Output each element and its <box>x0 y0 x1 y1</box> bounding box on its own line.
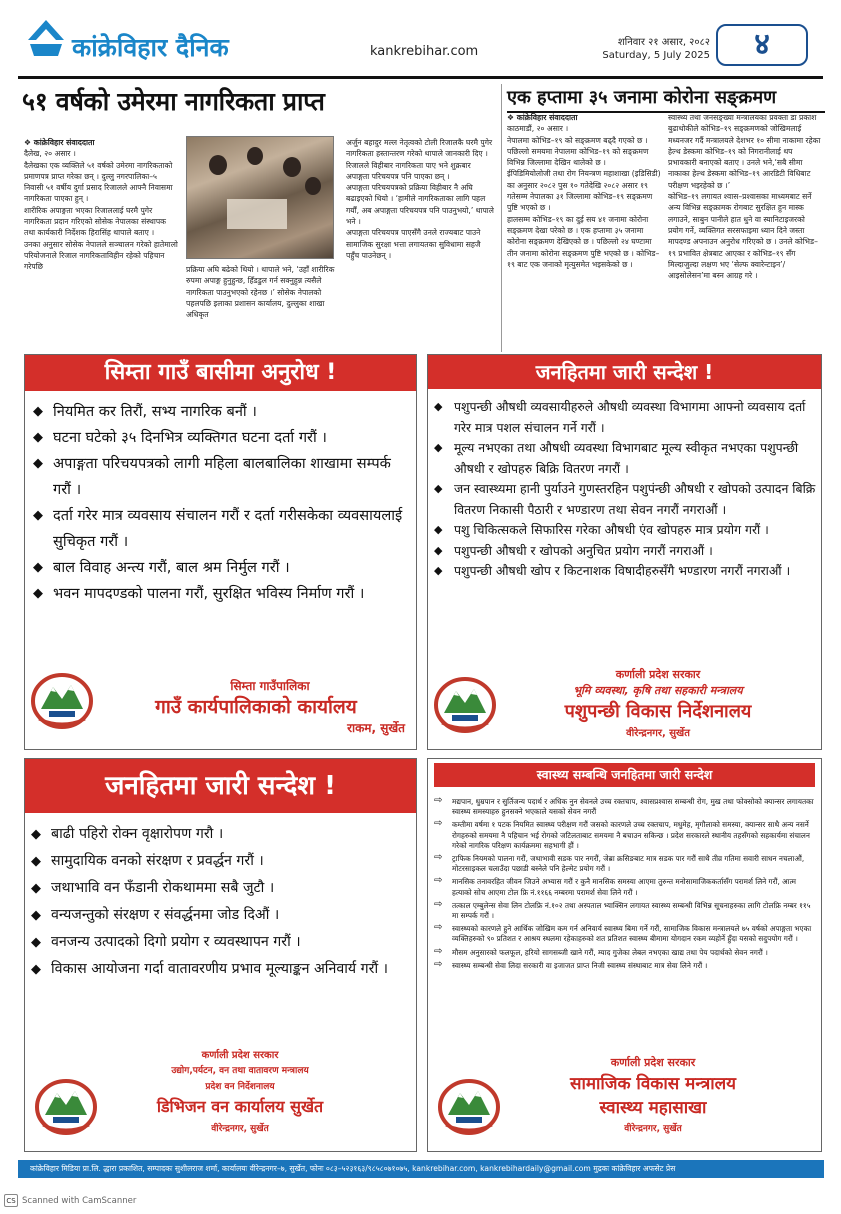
list-item: ◆ पशुपन्छी औषधी व्यवसायीहरुले औषधी व्यवस्था विभागमा आफ्नो व्यवसाय दर्ता गरेर मात्र पशल संचालन गर्ने गरौं । <box>434 399 806 435</box>
diamond-bullet-icon: ◆ <box>31 827 41 842</box>
article1-col3: अर्जुन बहादुर मल्ल नेतृत्वको टोली रिजालकै घरमै पुगेर नागरिकता हस्तान्तरण गरेको थापाले जानकारी दिए । रिजालले विहीबार नागरिकता पाए भने शुक्रबार अपाङ्गता परिचयपत्र पनि पाएका छन् । अपाङ्गता परिचयपत्रको प्रक्रिया विहीबार नै अघि बढाइएको थियो । ‘हामीले नागरिकताका लागि पहल गर्यौं, अब अपाङ्गता परिचयपत्र पनि पाउनुभयो,’ थापाले भने । अपाङ्गता परिचयपत्र पाएसँगै उनले राज्यबाट पाउने सामाजिक सुरक्षा भत्ता लगायतका सुविधामा सहजै पहुँच पाउनेछन् । <box>346 138 494 260</box>
list-item: ⇨ तत्काल एम्बुलेन्स सेवा लिन टोलफ्रि नं.१०२ तथा अस्पताल भ्याक्सिन लगायत स्वास्थ्य सम्बन्धी विभिन्न सूचनाहरुका लागि टोलफ्रि नम्बर ११५ मा सम्पर्क गरौं । <box>434 898 811 921</box>
list-item: ◆ दर्ता गरेर मात्र व्यवसाय संचालन गरौं र दर्ता गरीसकेका व्यवसायलाई सुचिकृत गरौं । <box>29 503 411 555</box>
diamond-bullet-icon: ◆ <box>33 508 43 523</box>
diamond-bullet-icon: ◆ <box>33 560 43 575</box>
notice-simta-title: सिम्ता गाउँ बासीमा अनुरोध ! <box>25 355 416 391</box>
notice-forest <box>24 758 417 1152</box>
article1-byline: ❖ कांक्रेविहार संवाददाता <box>24 138 95 147</box>
notice-forest-title: जनहितमा जारी सन्देश ! <box>25 759 416 813</box>
list-item: ◆ वनजन्य उत्पादको दिगो प्रयोग र व्यवस्थापन गरौं । <box>27 929 411 956</box>
site-url: kankrebihar.com <box>370 44 479 59</box>
masthead-rule <box>18 76 823 79</box>
diamond-bullet-icon: ◆ <box>31 854 41 869</box>
nepal-emblem-icon <box>438 1077 500 1135</box>
date-nepali: शनिवार २१ असार, २०८२ <box>617 37 710 48</box>
list-item: ◆ वन्यजन्तुको संरक्षण र संवर्द्धनमा जोड दिऔं । <box>27 902 411 929</box>
list-item: ◆ जन स्वास्थ्यमा हानी पुर्याउने गुणस्तरहिन पशुपंन्छी औषधी र खोपको उत्पादन बिक्रि वितरण निकासी पैठारी र भण्डारण तथा सेवन नगरौं नगराऔं । <box>434 481 816 517</box>
list-item: ◆ सामुदायिक वनको संरक्षण र प्रवर्द्धन गरौं । <box>27 848 411 875</box>
list-item: ⇨ मौसम अनुसारको फलफूल, हरियो सागसब्जी खाने गरौं, म्याद गुजेका लेबल नभएका खाद्य तथा पेय पदार्थको सेवन नगरौं । <box>434 945 768 957</box>
notice-forest-sig5: वीरेन्द्रनगर, सुर्खेत <box>211 1124 269 1134</box>
column-divider <box>501 84 502 352</box>
notice-livestock-list <box>430 397 816 582</box>
notice-health-list <box>432 797 816 974</box>
notice-forest-sig1: कर्णाली प्रदेश सरकार <box>201 1050 279 1061</box>
notice-livestock-sig2: भूमि व्यवस्था, कृषि तथा सहकारी मन्त्रालय <box>573 684 743 697</box>
page-number: ४ <box>716 24 808 66</box>
list-item: ⇨ स्वास्थ्य सम्बन्धी सेवा लिदा सरकारी वा इजाजत प्राप्त निजी स्वास्थ्य संस्थाबाट मात्र सेवा लिने गरौं । <box>434 958 708 970</box>
notice-livestock-sig4: वीरेन्द्रनगर, सुर्खेत <box>626 728 690 739</box>
footer-imprint: कांक्रेविहार मिडिया प्रा.लि. द्धारा प्रकाशित, सम्पादकः सुशीलराज शर्मा, कार्यालयः वीरेन्द्रनगर–७, सुर्खेत, फोनः ०८३–५२३१६३/९८५८०७१०७५, kankrebihar.com, kankrebihardaily@gmail.com मुद्रकः कांक्रेविहार अफसेट प्रेस <box>18 1160 824 1178</box>
notice-forest-sig4: डिभिजन वन कार्यालय सुर्खेत <box>156 1097 324 1116</box>
list-item: ◆ घटना घटेको ३५ दिनभित्र व्यक्तिगत घटना दर्ता गरौं । <box>29 425 411 451</box>
list-item: ⇨ मद्यपान, धुम्रपान र सुर्तिजन्य पदार्थ र अधिक नुन सेवनले उच्च रक्तचाप, श्वासप्रश्वास सम्बन्धी रोग, मुख तथा फोक्सोको क्यान्सर लगायतका स्वास्थ्य समस्याहरु हुनसक्ने भएकाले यसको सेवन नगरौं <box>434 795 814 817</box>
article2-headline: एक हप्तामा ३५ जनामा कोरोना सङ्क्रमण <box>507 85 825 113</box>
notice-forest-sig3: प्रदेश वन निर्देशनालय <box>205 1082 275 1092</box>
nepal-emblem-icon <box>31 671 93 729</box>
notice-health-sig3: स्वास्थ्य महासाखा <box>599 1098 707 1118</box>
arrow-bullet-icon: ⇨ <box>434 945 443 957</box>
nepal-emblem-icon <box>434 675 496 733</box>
notice-health-sig4: वीरेन्द्रनगर, सुर्खेत <box>624 1124 682 1134</box>
notice-livestock-sig1: कर्णाली प्रदेश सरकार <box>615 668 701 681</box>
diamond-bullet-icon: ◆ <box>31 962 41 977</box>
arrow-bullet-icon: ⇨ <box>434 795 443 806</box>
notice-forest-sig2: उद्योग,पर्यटन, वन तथा वातावरण मन्त्रालय <box>171 1066 309 1076</box>
article1-col1-text: दैलेख, २० असार । दैलेखका एक व्यक्तिले ५१ वर्षको उमेरमा नागरिकताको प्रमाणपत्र प्राप्त गरेका छन् । दुल्लु नगरपालिका–५ निवासी ५१ वर्षीय दुर्गा प्रसाद रिजालले आफ्नै निवासमा नागरिकता पाएका हुन् । शारीरिक अपाङ्गता भएका रिजाललाई घरमै पुगेर नागरिकता प्रदान गरिएको सोसेक नेपालका संस्थापक तथा कार्यकारी निर्देशक हिरासिंह थापाले बताए । उनका अनुसार सोसेक नेपालले सञ्चालन गरेको हातेमालो परियोजनाले रिजाल नागरिकताविहीन रहेको पहिचान गरेपछि <box>24 149 178 272</box>
article1-photo <box>186 136 334 259</box>
list-item: ◆ बाढी पहिरो रोक्न वृक्षारोपण गरौ । <box>27 821 411 848</box>
article2-col1 <box>507 112 661 352</box>
issue-date <box>570 36 710 62</box>
diamond-bullet-icon: ◆ <box>33 456 43 471</box>
arrow-bullet-icon: ⇨ <box>434 852 443 864</box>
list-item: ◆ पशुपन्छी औषधी खोप र किटनाशक विषादीहरुसँगै भण्डारण नगरौं नगराऔं । <box>430 561 816 582</box>
article1-col1 <box>24 137 178 352</box>
diamond-bullet-icon: ◆ <box>434 564 443 577</box>
arrow-bullet-icon: ⇨ <box>434 922 443 934</box>
notice-health-title: स्वास्थ्य सम्बन्धि जनहितमा जारी सन्देश <box>434 763 815 787</box>
notice-simta-list <box>29 399 411 607</box>
article2-byline: ❖ कांक्रेविहार संवाददाता <box>507 113 578 122</box>
notice-simta <box>24 354 417 750</box>
list-item: ◆ पशु चिकित्सकले सिफारिस गरेका औषधी एंव खोपहरु मात्र प्रयोग गरौं । <box>430 520 816 541</box>
list-item: ◆ जथाभावि वन फँडानी रोकथाममा सबै जुटौ । <box>27 875 411 902</box>
article1-col2: प्रक्रिया अघि बढेको थियो । थापाले भने, ‘उहाँ शारीरिक रुपमा अपाङ्ग हुनुहुन्छ, हिँडडुल गर्न सक्नुहुन्न त्यसैले नागरिकता पाउनुभएको रहेनछ ।’ सोसेक नेपालको पहलपछि इलाका प्रशासन कार्यालय, दुल्लुका शाखा अधिकृत <box>186 265 335 320</box>
diamond-bullet-icon: ◆ <box>434 543 443 557</box>
list-item: ⇨ मानसिक तनावरहित जीवन जिउने अभ्यास गरौं र कुनै मानसिक समस्या आएमा तुरुन्त मनोसामाजिककर्तासँग परामर्श लिने गरौं, आत्म हत्याको सोच आएमा टोल फ्रि नं.११६६ नम्बरमा परामर्श सेवा लिने गरौं । <box>434 875 796 897</box>
notice-simta-sig3: राकम, सुर्खेत <box>347 721 405 735</box>
notice-livestock-title: जनहितमा जारी सन्देश ! <box>428 355 821 389</box>
diamond-bullet-icon: ◆ <box>434 400 443 413</box>
list-item: ◆ विकास आयोजना गर्दा वातावरणीय प्रभाव मूल्याङ्कन अनिवार्य गरौं । <box>27 956 411 983</box>
list-item: ⇨ स्वास्थ्यको कारणले हुने आर्थिक जोखिम कम गर्न अनिवार्य स्वास्थ्य बिमा गर्ने गरौं, सामाजिक विकास मन्त्रालयले ७५ वर्षको अपाङ्गता भएका व्यक्तिहरुको ९० प्रतिशत र आश्रय स्थलमा रहेकाहरुको शत प्रतिशत स्वास्थ्य बीमामा योगदान रकम व्यहोर्ने हुँदा यसको सदुपयोग गरौं । <box>434 922 812 944</box>
scanner-text: Scanned with CamScanner <box>22 1196 137 1206</box>
notice-simta-sig2: गाउँ कार्यपालिकाको कार्यालय <box>155 696 357 718</box>
arrow-bullet-icon: ⇨ <box>434 898 443 910</box>
diamond-bullet-icon: ◆ <box>31 935 41 950</box>
diamond-bullet-icon: ◆ <box>33 430 43 445</box>
list-item: ⇨ ट्राफिक नियमको पालना गरौं, जथाभावी सडक पार नगरौं, जेब्रा क्रसिङबाट मात्र सडक पार गरौं साथै तीव्र गतिमा सवारी साधन नचलाऔं, मोटरसाइकल चलाउँदा पछाडी बस्नेले पनि हेल्मेट प्रयोग गरौं । <box>434 852 805 874</box>
nepal-emblem-icon <box>35 1077 97 1135</box>
diamond-bullet-icon: ◆ <box>33 404 43 419</box>
list-item: ◆ नियमित कर तिरौं, सभ्य नागरिक बनौं । <box>29 399 411 425</box>
logo-icon <box>26 18 66 58</box>
diamond-bullet-icon: ◆ <box>31 881 41 896</box>
notice-simta-sig1: सिम्ता गाउँपालिका <box>230 679 310 693</box>
notice-health <box>427 758 822 1152</box>
list-item: ◆ अपाङ्गता परिचयपत्रको लागी महिला बालबालिका शाखामा सम्पर्क गरौं । <box>29 451 411 503</box>
article2-col1-text: काठमाडौं, २० असार । नेपालमा कोभिड–१९ को सङ्क्रमण बढ्दै गएको छ । पछिल्लो समयमा नेपालमा कोभिड–१९ को सङ्क्रमण विभिन्न जिल्लामा देखिन थालेको छ । ईपिडिमियोलोजी तथा रोग नियन्त्रण महाशाखा (इडिसिडी) का अनुसार २०८२ पुस १० गतेदेखि २०८२ असार १९ गतेसम्म नेपालका ३१ जिल्लामा कोभिड–१९ सङ्क्रमण पुष्टि भएको छ । हालसम्म कोभिड–१९ का दुई सय ४१ जनामा कोरोना सङ्क्रमण देखा परेको छ । एक हप्तामा ३५ जनामा कोरोना सङ्क्रमण देखिएको छ । पछिल्लो २४ घण्टामा तीन जनामा कोरोना सङ्क्रमण पुष्टि भएको छ । कोभिड–१९ बाट एक जनाको मृत्युसमेत भइसकेको छ । <box>507 124 661 269</box>
arrow-bullet-icon: ⇨ <box>434 818 443 830</box>
notice-forest-list <box>27 821 411 983</box>
notice-health-sig1: कर्णाली प्रदेश सरकार <box>610 1056 696 1069</box>
article2-col2: स्वास्थ्य तथा जनसङ्ख्या मन्त्रालयका प्रवक्ता डा प्रकाश बुढाथोकीले कोभिड–१९ सङ्क्रमणको जोखिमलाई मध्यनजर गर्दै मन्त्रालयले देशभर १० सीमा नाकामा रहेका हेल्थ डेस्कमा कोभिड–१९ को निगरानीलाई थप प्रभावकारी बनाएको बताए । उनले भने,‘सबै सीमा नाकाका हेल्थ डेस्कमा कोभिड–१९ आरडिटी विधिबाट परीक्षण भइरहेको छ ।’ कोभिड–१९ लगायत श्वास–प्रश्वासका माध्यमबाट सर्ने अन्य विभिन्न सङ्क्रामक रोगबाट सुरक्षित हुन मास्क लगाउने, साबुन पानीले हात धुने वा स्यानिटाइजरको प्रयोग गर्ने, व्यक्तिगत सरसफाइमा ध्यान दिने जस्ता मापदण्ड अपनाउन अनुरोध गरिएको छ । उनले कोभिड–१९ प्रभावित क्षेत्रबाट आएका र कोभिड–१९ सँग मिल्दाजुल्दा लक्षण भए ‘सेल्फ क्वारेन्टाइन’/आइसोलेसन’मा बस्न आग्रह गरे । <box>668 113 821 281</box>
camscanner-icon: CS <box>4 1194 18 1207</box>
logo-text: कांक्रेविहार दैनिक <box>72 33 229 62</box>
scanner-watermark <box>4 1194 136 1207</box>
notice-livestock-sig3: पशुपन्छी विकास निर्देशनालय <box>564 701 752 722</box>
masthead <box>0 0 841 80</box>
arrow-bullet-icon: ⇨ <box>434 958 443 970</box>
diamond-bullet-icon: ◆ <box>31 908 41 923</box>
list-item: ⇨ कम्तीमा वर्षमा १ पटक नियमित स्वास्थ्य परीक्षण गरौं जसको कारणले उच्च रक्तचाप, मधुमेह, मृगौलाको समस्या, क्यान्सर साथै अन्य नसर्ने रोगहरुको समयमा नै पहिचान भई रोगको जटिलताबाट समयमा नै बचाउन सकिन्छ । प्रदेश सरकारले स्थानीय तहसँगको सहकार्यमा संचालन गरेको नागरिक परिक्षण कार्यक्रममा सहभागी हौं । <box>434 818 810 850</box>
diamond-bullet-icon: ◆ <box>434 523 443 536</box>
list-item: ◆ पशुपन्छी औषधी र खोपको अनुचित प्रयोग नगरौं नगराऔं । <box>430 541 816 562</box>
diamond-bullet-icon: ◆ <box>434 441 443 454</box>
arrow-bullet-icon: ⇨ <box>434 875 443 887</box>
list-item: ◆ मूल्य नभएका तथा औषधी व्यवस्था विभागबाट मूल्य स्वीकृत नभएका पशुपन्छी औषधी र खोपहरु बिक्रि वितरण नगरौं । <box>434 440 799 476</box>
diamond-bullet-icon: ◆ <box>33 586 43 601</box>
list-item: ◆ बाल विवाह अन्त्य गरौं, बाल श्रम निर्मुल गरौं । <box>29 555 411 581</box>
diamond-bullet-icon: ◆ <box>434 482 443 495</box>
date-english: Saturday, 5 July 2025 <box>602 50 710 61</box>
list-item: ◆ भवन मापदण्डको पालना गरौं, सुरक्षित भविस्य निर्माण गरौं । <box>29 581 411 607</box>
notice-health-sig2: सामाजिक विकास मन्त्रालय <box>569 1074 737 1094</box>
notice-livestock <box>427 354 822 750</box>
article1-headline: ५१ वर्षको उमेरमा नागरिकता प्राप्त <box>22 87 325 116</box>
